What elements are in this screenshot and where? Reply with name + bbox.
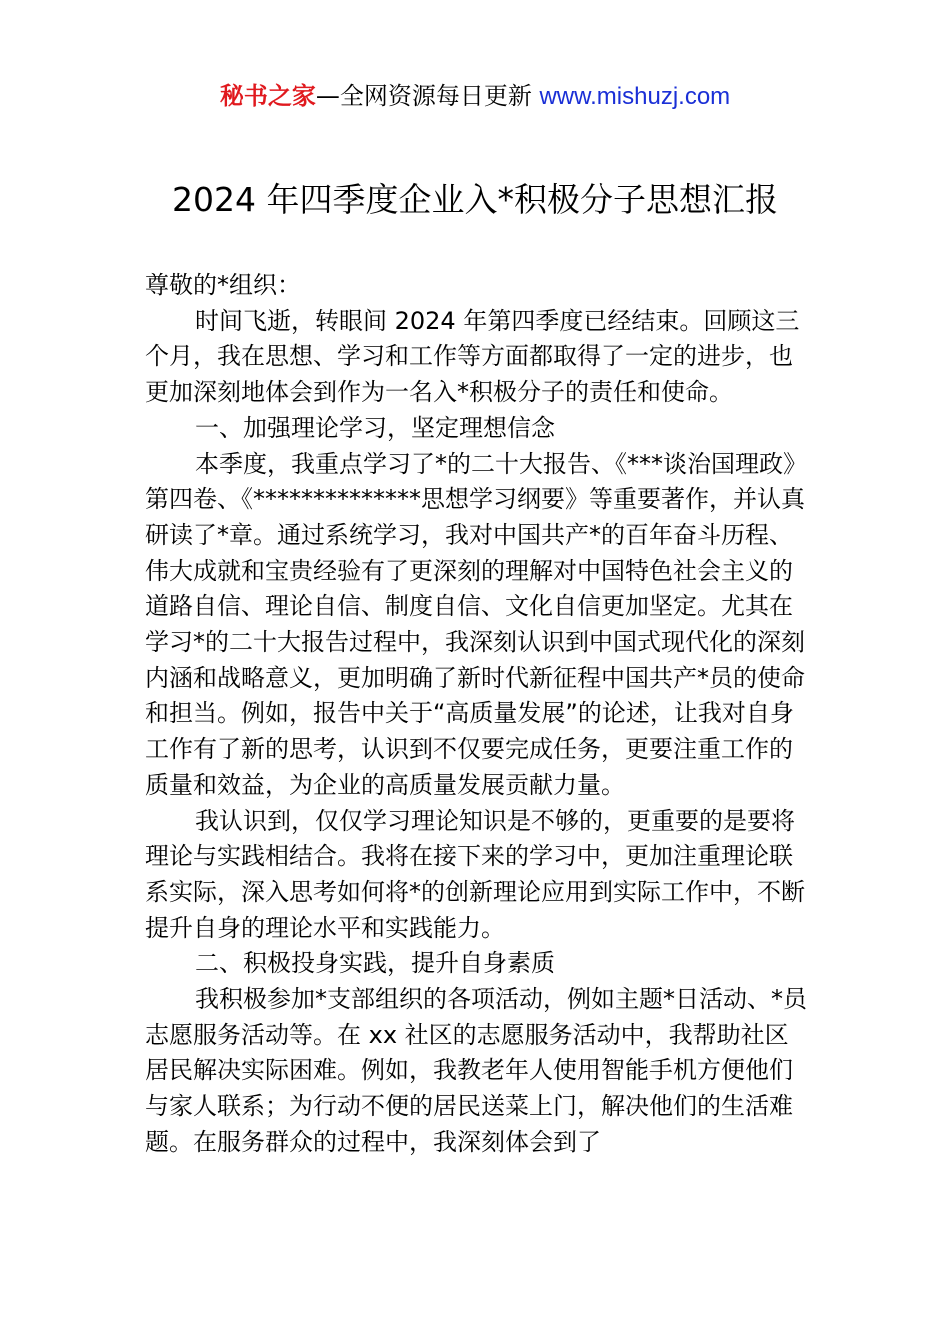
header-slogan: —全网资源每日更新	[315, 82, 532, 110]
paragraph-volunteer: 我积极参加*支部组织的各项活动，例如主题*日活动、*员志愿服务活动等。在 xx 社区的志愿服务活动中，我帮助社区居民解决实际困难。例如，我教老年人使用智能手机方便他们与家人联系；为行动不便的居民送菜上门，解决他们的生活难题。在服务群众的过程中，我深刻体会到了	[145, 985, 807, 1156]
document-title: 2024 年四季度企业入*积极分子思想汇报	[172, 180, 778, 219]
site-header	[0, 80, 950, 113]
salutation: 尊敬的*组织：	[145, 271, 301, 299]
paragraph-intro: 时间飞逝，转眼间 2024 年第四季度已经结束。回顾这三个月，我在思想、学习和工作等方面都取得了一定的进步，也更加深刻地体会到作为一名入*积极分子的责任和使命。	[145, 306, 800, 407]
document-body	[145, 268, 811, 1161]
paragraph-practice-theory: 我认识到，仅仅学习理论知识是不够的，更重要的是要将理论与实践相结合。我将在接下来的学习中，更加注重理论联系实际，深入思考如何将*的创新理论应用到实际工作中，不断提升自身的理论水平和实践能力。	[145, 806, 805, 942]
brand-name: 秘书之家	[219, 82, 316, 110]
section-heading-2: 二、积极投身实践，提升自身素质	[195, 949, 555, 978]
paragraph-study: 本季度，我重点学习了*的二十大报告、《***谈治国理政》第四卷、《**************思想学习纲要》等重要著作，并认真研读了*章。通过系统学习，我对中国共产*的百年奋斗历程、伟大成就和宝贵经验有了更深刻的理解对中国特色社会主义的道路自信、理论自信、制度自信、文化自信更加坚定。尤其在学习*的二十大报告过程中，我深刻认识到中国式现代化的深刻内涵和战略意义，更加明确了新时代新征程中国共产*员的使命和担当。例如，报告中关于“高质量发展”的论述，让我对自身工作有了新的思考，认识到不仅要完成任务，更要注重工作的质量和效益，为企业的高质量发展贡献力量。	[145, 449, 807, 799]
section-heading-1: 一、加强理论学习，坚定理想信念	[195, 413, 555, 442]
site-url-link[interactable]: www.mishuzj.com	[539, 83, 731, 110]
